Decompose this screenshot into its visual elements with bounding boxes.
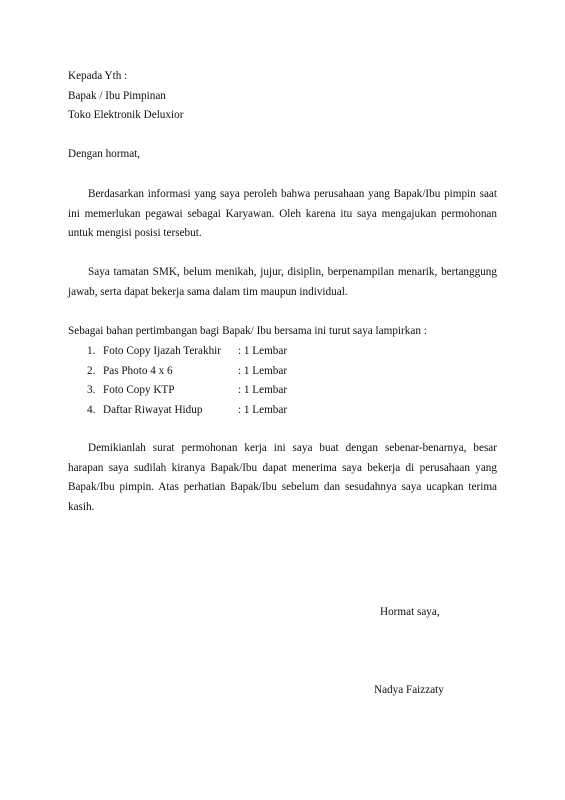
greeting-text: Dengan hormat, — [68, 148, 141, 160]
recipient-line-3: Toko Elektronik Deluxior — [68, 109, 184, 121]
attachments-list — [87, 342, 387, 420]
attachments-intro — [68, 322, 497, 342]
list-item — [87, 362, 387, 382]
greeting — [68, 145, 497, 165]
list-item-number: 1. — [87, 345, 96, 357]
attachments-intro-text: Sebagai bahan pertimbangan bagi Bapak/ Ibu bersama ini turut saya lampirkan : — [68, 325, 427, 337]
list-item-number: 2. — [87, 364, 96, 377]
recipient-line-2: Bapak / Ibu Pimpinan — [68, 89, 166, 102]
signatory-name: Nadya Faizzaty — [374, 684, 444, 696]
list-item-name: Foto Copy Ijazah Terakhir — [103, 345, 222, 357]
list-item-name: Daftar Riwayat Hidup — [103, 403, 203, 416]
recipient-line-1: Kepada Yth : — [68, 70, 128, 82]
paragraph-qualifications: Saya tamatan SMK, belum menikah, jujur, disiplin, berpenampilan menarik, bertanggung jawab, serta dapat bekerja sama dalam tim maupun individual. — [68, 266, 497, 298]
paragraph-closing: Demikianlah surat permohonan kerja ini saya buat dengan sebenar-benarnya, besar harapan saya sudilah kiranya Bapak/Ibu dapat menerima saya bekerja di perusahaan yang Bapak/Ibu pimpin. Atas perhatian Bapak/Ibu sebelum dan sesudahnya saya ucapkan terima kasih. — [68, 442, 497, 513]
list-item-number: 4. — [87, 403, 96, 416]
list-item-quantity: : 1 Lembar — [238, 384, 288, 396]
closing-salutation: Hormat saya, — [380, 606, 440, 618]
list-item-quantity: : 1 Lembar — [238, 364, 288, 377]
list-item-number: 3. — [87, 384, 96, 396]
paragraph-intro: Berdasarkan informasi yang saya peroleh bahwa perusahaan yang Bapak/Ibu pimpin saat ini memerlukan pegawai sebagai Karyawan. Oleh karena itu saya mengajukan permohonan untuk mengisi posisi tersebut. — [68, 188, 497, 239]
list-item — [87, 401, 387, 421]
list-item-quantity: : 1 Lembar — [238, 403, 288, 416]
list-item — [87, 381, 387, 401]
list-item-quantity: : 1 Lembar — [238, 345, 288, 357]
list-item-name: Foto Copy KTP — [103, 384, 175, 396]
recipient-block — [68, 67, 497, 126]
list-item — [87, 342, 387, 362]
list-item-name: Pas Photo 4 x 6 — [103, 364, 173, 377]
